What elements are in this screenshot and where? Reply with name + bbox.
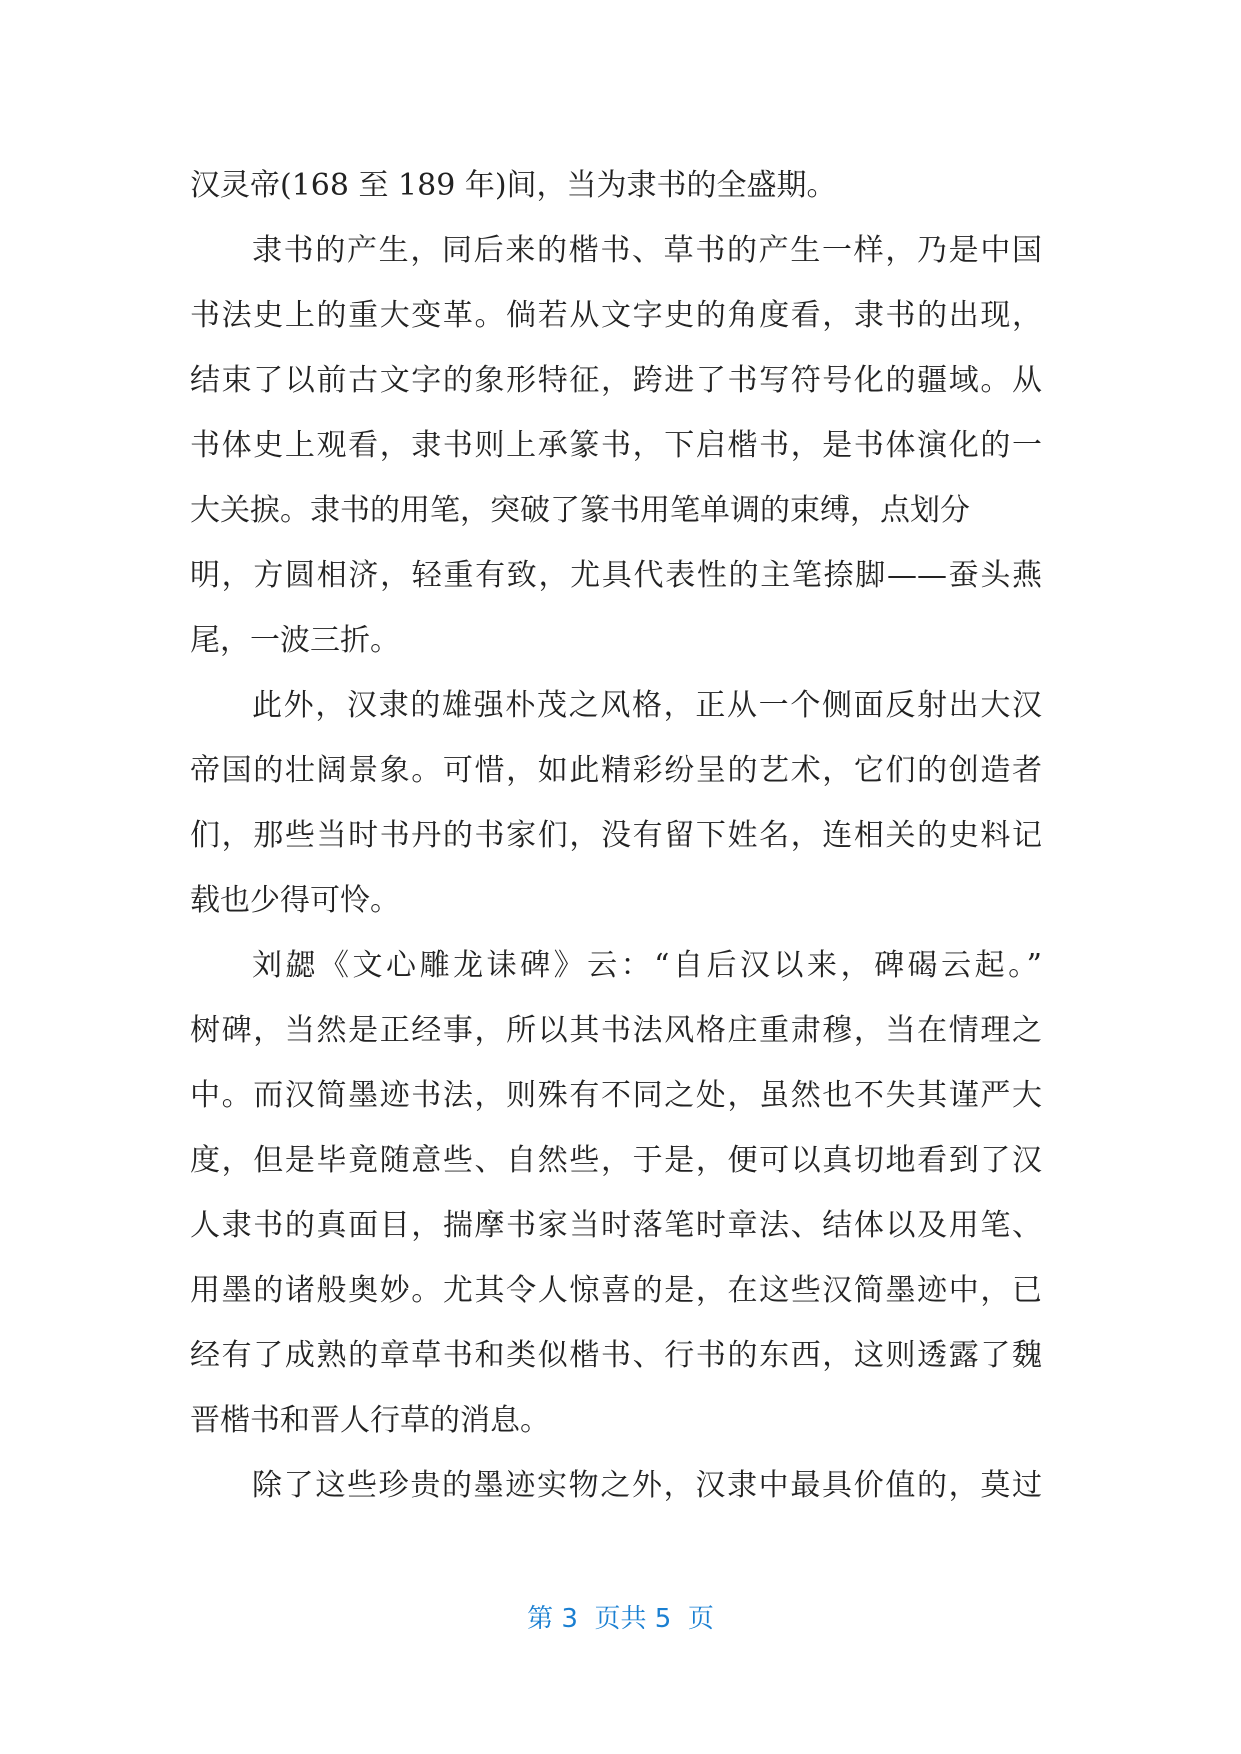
text-line: 中。而汉简墨迹书法，则殊有不同之处，虽然也不失其谨严大 bbox=[190, 1078, 1042, 1113]
text-line: 树碑，当然是正经事，所以其书法风格庄重肃穆，当在情理之 bbox=[190, 1013, 1042, 1048]
text-line: 经有了成熟的章草书和类似楷书、行书的东西，这则透露了魏 bbox=[190, 1338, 1042, 1373]
text-line: 此外，汉隶的雄强朴茂之风格，正从一个侧面反射出大汉 bbox=[252, 688, 1042, 723]
text-line: 汉灵帝(168 至 189 年)间，当为隶书的全盛期。 bbox=[190, 168, 837, 203]
text-line: 除了这些珍贵的墨迹实物之外，汉隶中最具价值的，莫过 bbox=[252, 1468, 1042, 1503]
text-line: 尾，一波三折。 bbox=[190, 623, 400, 658]
text-line: 晋楷书和晋人行草的消息。 bbox=[190, 1403, 550, 1438]
text-line: 大关捩。隶书的用笔，突破了篆书用笔单调的束缚，点划分 bbox=[190, 493, 970, 528]
text-line: 隶书的产生，同后来的楷书、草书的产生一样，乃是中国 bbox=[252, 233, 1042, 268]
text-line: 人隶书的真面目，揣摩书家当时落笔时章法、结体以及用笔、 bbox=[190, 1208, 1042, 1243]
body-text bbox=[190, 158, 1042, 1523]
text-line: 们，那些当时书丹的书家们，没有留下姓名，连相关的史料记 bbox=[190, 818, 1042, 853]
text-line: 书法史上的重大变革。倘若从文字史的角度看，隶书的出现， bbox=[190, 298, 1042, 333]
text-line: 帝国的壮阔景象。可惜，如此精彩纷呈的艺术，它们的创造者 bbox=[190, 753, 1042, 788]
text-line: 明，方圆相济，轻重有致，尤具代表性的主笔捺脚——蚕头燕 bbox=[190, 558, 1042, 593]
page-footer: 第 3 页共 5 页 bbox=[527, 1604, 714, 1634]
text-line: 载也少得可怜。 bbox=[190, 883, 400, 918]
text-line: 用墨的诸般奥妙。尤其令人惊喜的是，在这些汉简墨迹中，已 bbox=[190, 1273, 1042, 1308]
text-line: 度，但是毕竟随意些、自然些，于是，便可以真切地看到了汉 bbox=[190, 1143, 1042, 1178]
text-line: 刘勰《文心雕龙诔碑》云：“自后汉以来，碑碣云起。” bbox=[252, 948, 1042, 983]
text-line: 结束了以前古文字的象形特征，跨进了书写符号化的疆域。从 bbox=[190, 363, 1042, 398]
text-line: 书体史上观看，隶书则上承篆书，下启楷书，是书体演化的一 bbox=[190, 428, 1042, 463]
